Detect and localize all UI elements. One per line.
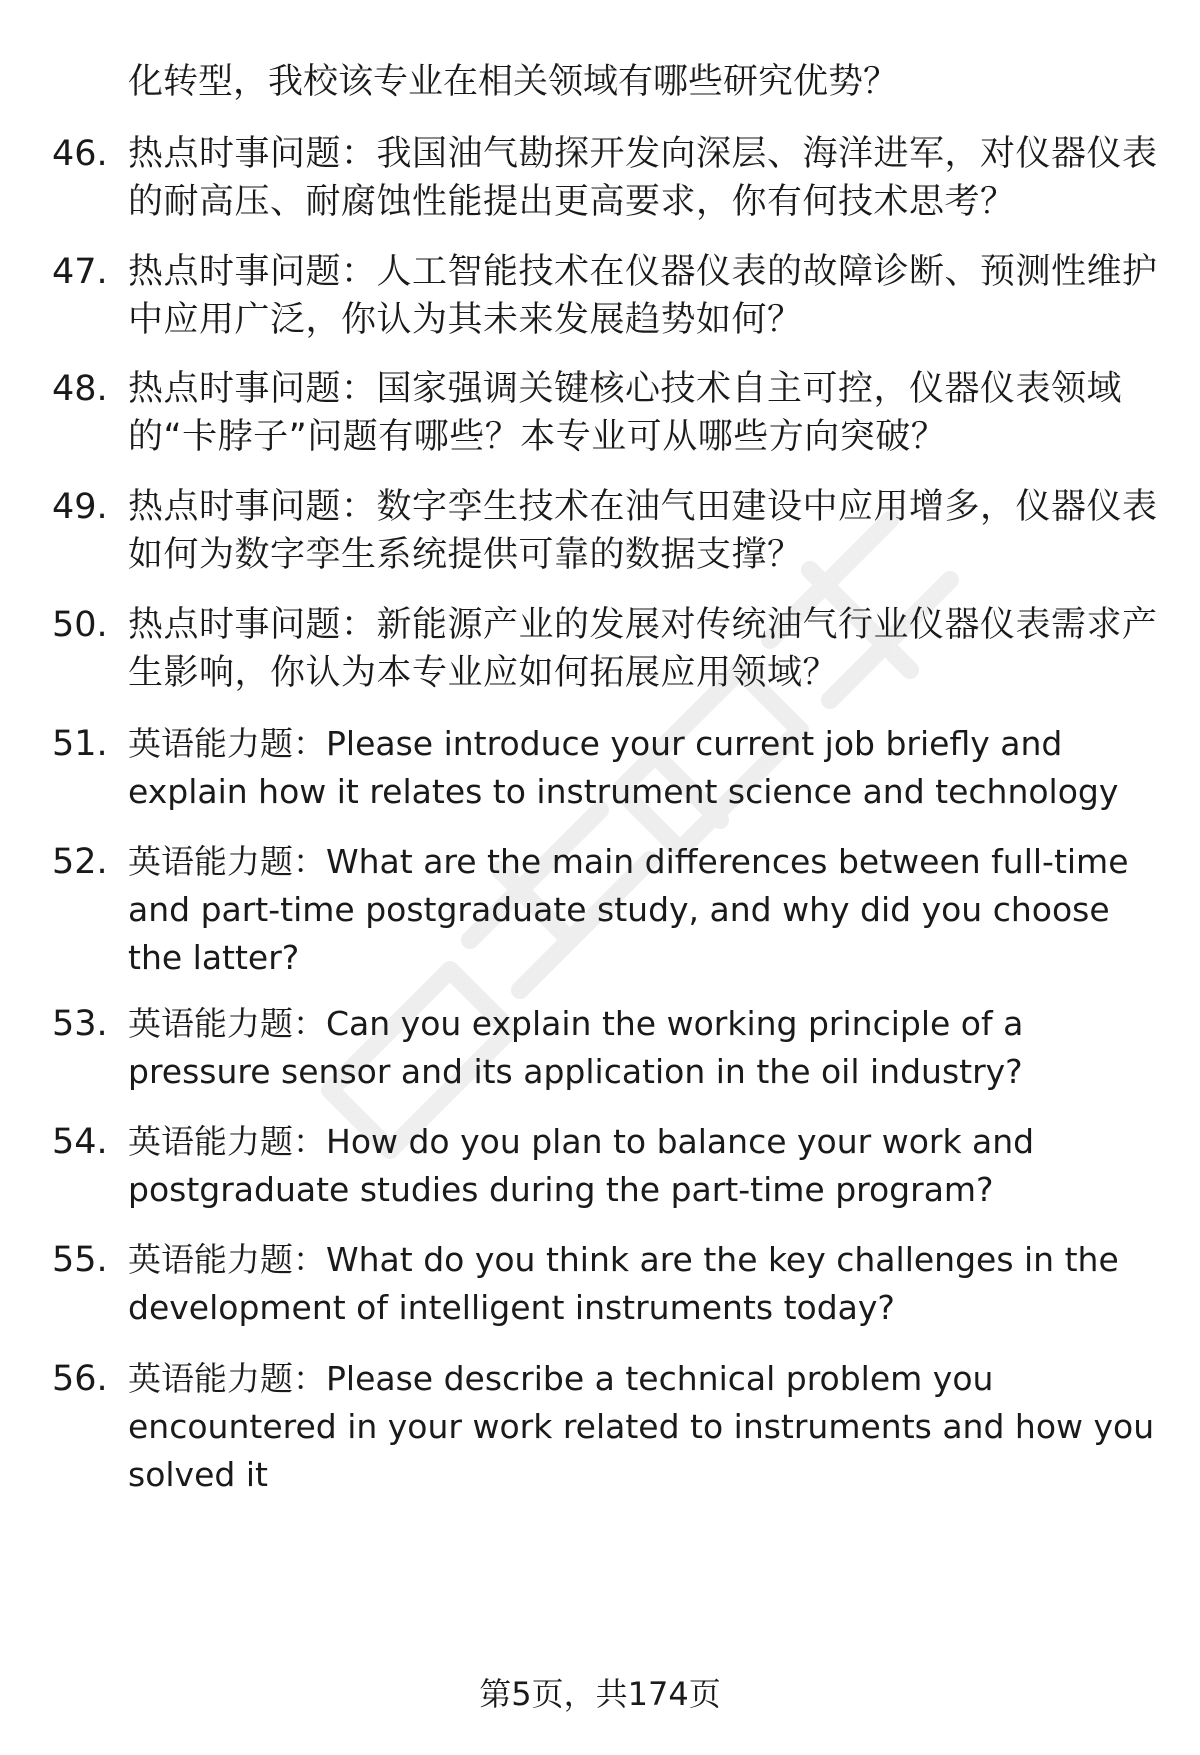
- question-text: 热点时事问题：新能源产业的发展对传统油气行业仪器仪表需求产生影响，你认为本专业应如何拓展应用领域？: [128, 605, 1158, 693]
- question-number: 46.: [52, 134, 108, 174]
- question-text: 热点时事问题：人工智能技术在仪器仪表的故障诊断、预测性维护中应用广泛，你认为其未来发展趋势如何？: [128, 252, 1158, 340]
- question-text: 英语能力题：Please introduce your current job briefly and explain how it relates to instrument science and technology: [128, 724, 1119, 811]
- question-number: 55.: [52, 1240, 108, 1280]
- question-number: 51.: [52, 724, 108, 764]
- question-text: 英语能力题：Please describe a technical problem you encountered in your work related to instruments and how you solved it: [128, 1359, 1155, 1494]
- question-text: 英语能力题：How do you plan to balance your work and postgraduate studies during the part-time program?: [128, 1122, 1035, 1209]
- question-number: 50.: [52, 605, 108, 645]
- question-number: 56.: [52, 1359, 108, 1399]
- question-text: 英语能力题：What are the main differences between full-time and part-time postgraduate study, and why did you choose the latter?: [128, 842, 1129, 977]
- question-number: 53.: [52, 1004, 108, 1044]
- question-text: 英语能力题：Can you explain the working principle of a pressure sensor and its application in the oil industry?: [128, 1004, 1024, 1091]
- question-number: 47.: [52, 252, 108, 292]
- page-number-footer: 第5页，共174页: [479, 1675, 721, 1713]
- question-number: 48.: [52, 369, 108, 409]
- question-text: 热点时事问题：国家强调关键核心技术自主可控，仪器仪表领域的“卡脖子”问题有哪些？本专业可从哪些方向突破？: [128, 369, 1123, 457]
- question-text: 热点时事问题：我国油气勘探开发向深层、海洋进军，对仪器仪表的耐高压、耐腐蚀性能提出更高要求，你有何技术思考？: [128, 134, 1158, 222]
- question-number: 49.: [52, 487, 108, 527]
- question-number: 54.: [52, 1122, 108, 1162]
- continued-question-text: 化转型，我校该专业在相关领域有哪些研究优势？: [128, 62, 899, 102]
- question-text: 英语能力题：What do you think are the key challenges in the development of intelligent instruments today?: [128, 1240, 1119, 1327]
- question-number: 52.: [52, 842, 108, 882]
- question-text: 热点时事问题：数字孪生技术在油气田建设中应用增多，仪器仪表如何为数字孪生系统提供可靠的数据支撑？: [128, 487, 1158, 575]
